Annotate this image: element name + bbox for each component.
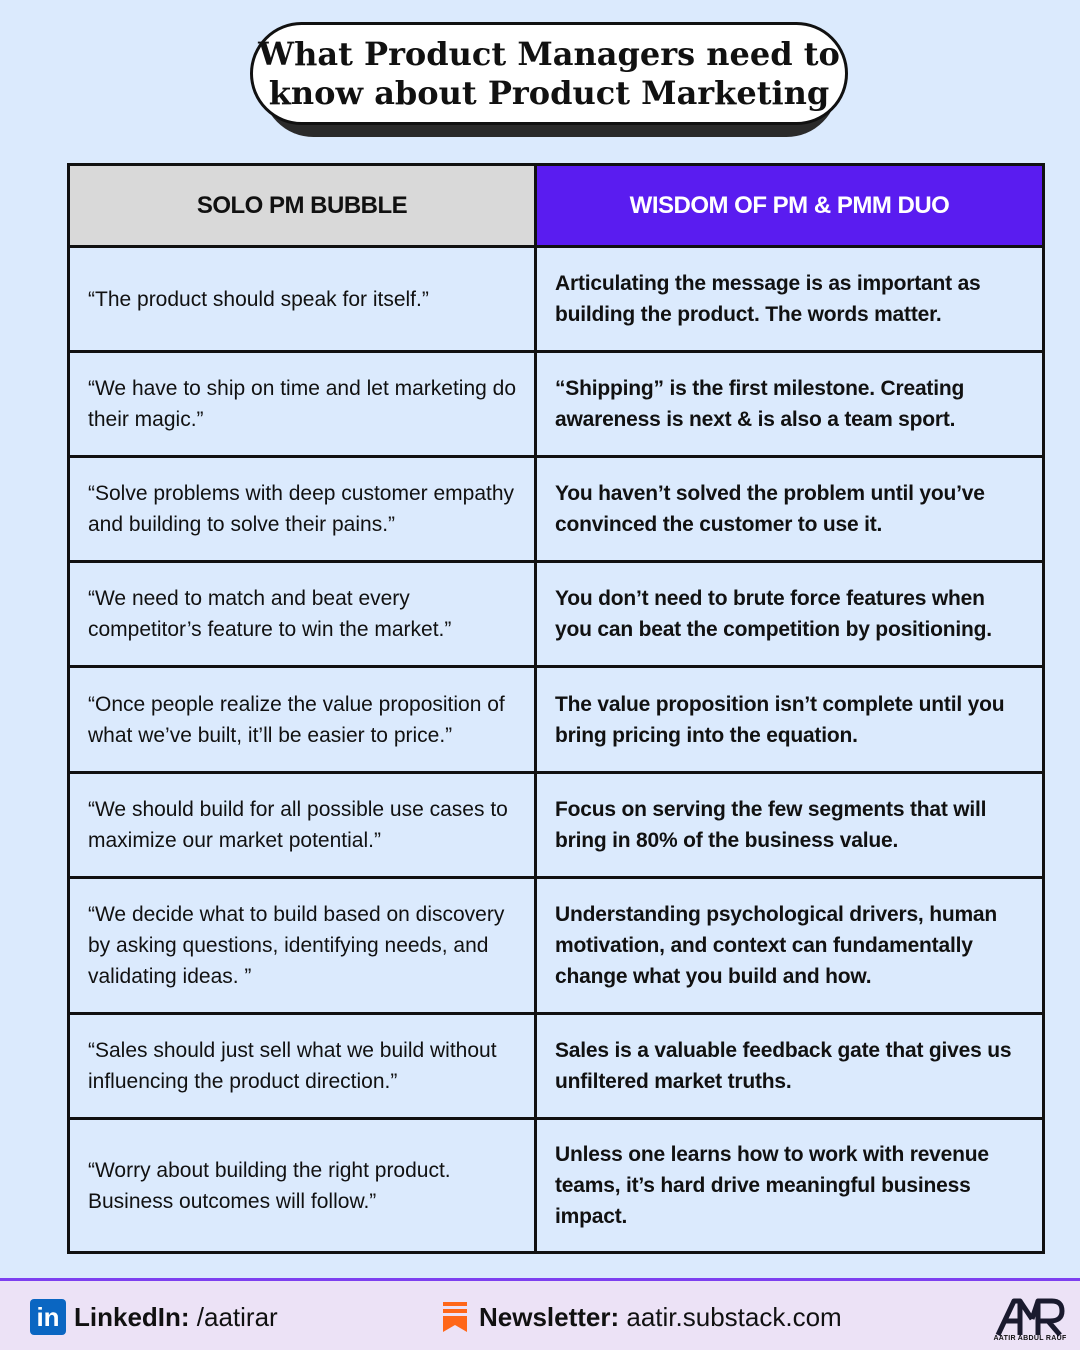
duo-wisdom: “Shipping” is the first milestone. Creating awareness is next & is also a team sport. bbox=[555, 377, 965, 431]
table-row bbox=[70, 353, 1042, 458]
linkedin-label: LinkedIn: bbox=[74, 1302, 190, 1332]
table-row bbox=[70, 248, 1042, 353]
duo-wisdom: Focus on serving the few segments that will bring in 80% of the business value. bbox=[555, 798, 987, 852]
substack-icon[interactable] bbox=[443, 1302, 467, 1332]
solo-pm-quote: “The product should speak for itself.” bbox=[70, 248, 537, 350]
solo-pm-quote: “Sales should just sell what we build without influencing the product direction.” bbox=[70, 1015, 537, 1117]
duo-wisdom: Unless one learns how to work with revenue teams, it’s hard drive meaningful business impact. bbox=[555, 1143, 989, 1228]
table-row bbox=[70, 458, 1042, 563]
table-row bbox=[70, 668, 1042, 774]
duo-wisdom: You don’t need to brute force features when you can beat the competition by positioning. bbox=[555, 587, 992, 641]
duo-wisdom: Articulating the message is as important as building the product. The words matter. bbox=[555, 272, 981, 326]
duo-wisdom: The value proposition isn’t complete until you bring pricing into the equation. bbox=[555, 692, 1005, 747]
title-badge bbox=[250, 22, 848, 127]
solo-pm-quote: “Worry about building the right product. Business outcomes will follow.” bbox=[70, 1120, 537, 1251]
footer-bar bbox=[0, 1278, 1080, 1350]
duo-wisdom: Understanding psychological drivers, human motivation, and context can fundamentally change what you build and how. bbox=[555, 903, 998, 988]
title-line-2: know about Product Marketing bbox=[268, 73, 830, 112]
solo-pm-quote: “We decide what to build based on discovery by asking questions, identifying needs, and validating ideas. ” bbox=[70, 879, 537, 1012]
solo-pm-quote: “Once people realize the value proposition of what we’ve built, it’ll be easier to price.” bbox=[70, 668, 537, 771]
comparison-table bbox=[67, 163, 1045, 1254]
newsletter-url: aatir.substack.com bbox=[619, 1302, 842, 1332]
table-row bbox=[70, 563, 1042, 668]
table-row bbox=[70, 1120, 1042, 1251]
linkedin-link[interactable] bbox=[74, 1299, 278, 1335]
table-row bbox=[70, 879, 1042, 1015]
table-header-row bbox=[70, 166, 1042, 248]
author-logo-caption: AATIR ABDUL RAUF bbox=[993, 1335, 1067, 1342]
newsletter-link[interactable] bbox=[479, 1299, 842, 1335]
linkedin-icon[interactable]: in bbox=[30, 1299, 66, 1335]
header-pm-pmm-duo: WISDOM OF PM & PMM DUO bbox=[537, 166, 1042, 245]
table-row bbox=[70, 1015, 1042, 1120]
solo-pm-quote: “We have to ship on time and let marketing do their magic.” bbox=[70, 353, 537, 455]
duo-wisdom: You haven’t solved the problem until you’ve convinced the customer to use it. bbox=[555, 482, 985, 536]
header-solo-pm: SOLO PM BUBBLE bbox=[70, 166, 537, 245]
page-title bbox=[258, 35, 840, 113]
linkedin-handle: /aatirar bbox=[189, 1302, 278, 1332]
solo-pm-quote: “We need to match and beat every competitor’s feature to win the market.” bbox=[70, 563, 537, 665]
table-row bbox=[70, 774, 1042, 879]
title-line-1: What Product Managers need to bbox=[258, 34, 840, 73]
title-pill bbox=[250, 22, 848, 125]
solo-pm-quote: “We should build for all possible use cases to maximize our market potential.” bbox=[70, 774, 537, 876]
newsletter-label: Newsletter: bbox=[479, 1302, 620, 1332]
solo-pm-quote: “Solve problems with deep customer empathy and building to solve their pains.” bbox=[70, 458, 537, 560]
duo-wisdom: Sales is a valuable feedback gate that gives us unfiltered market truths. bbox=[555, 1039, 1012, 1093]
